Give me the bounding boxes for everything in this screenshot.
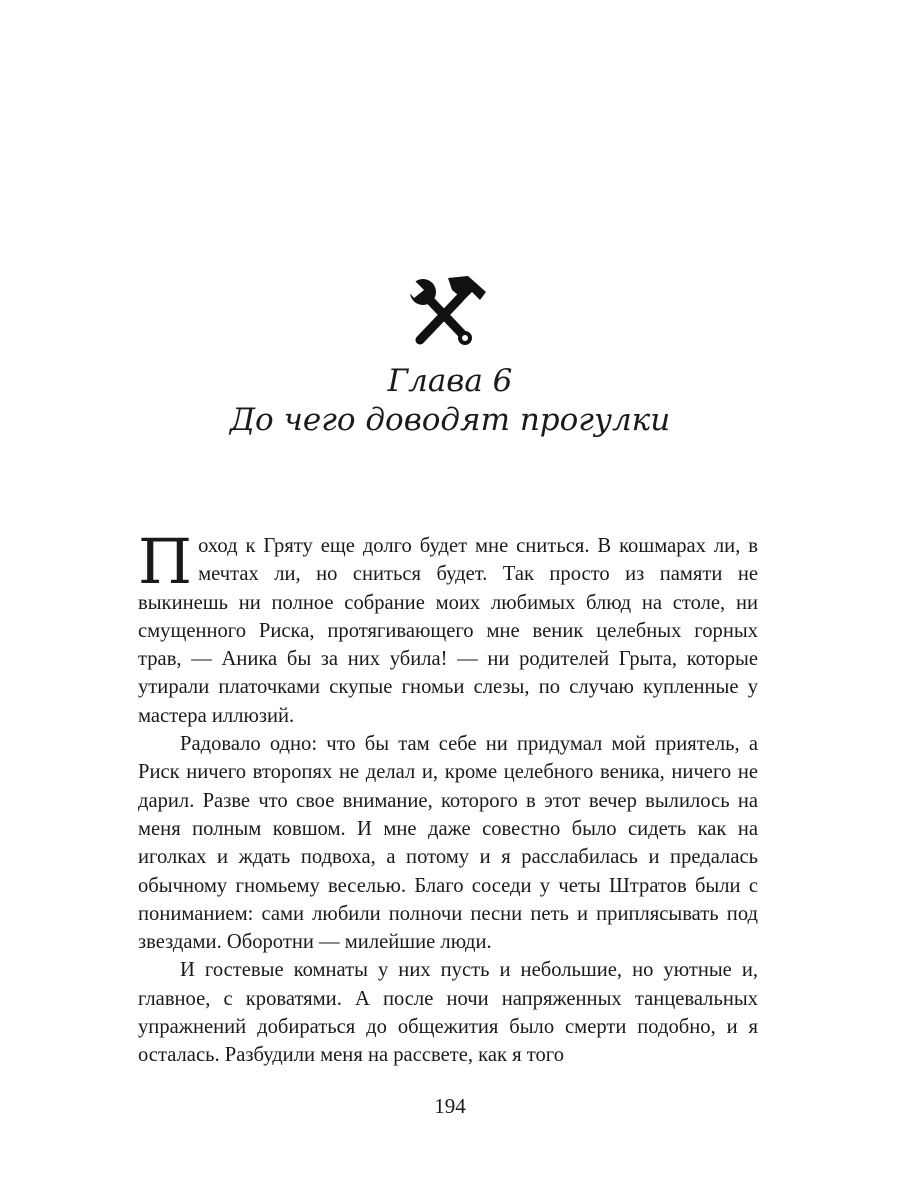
chapter-title: До чего доводят прогулки xyxy=(229,402,671,438)
crossed-wrench-hammer-icon xyxy=(402,272,490,350)
chapter-number: Глава 6 xyxy=(387,363,513,399)
paragraph: И гостевые комнаты у них пусть и небольшие, но уютные и, главное, с кроватями. А после ночи напряженных танцевальных упражнений добираться до общежития было смерти подобно, и я осталась. Разбудили меня на рассвете, как я того xyxy=(138,959,758,1067)
body-text xyxy=(138,525,758,1070)
paragraph-text: оход к Гряту еще долго будет мне сниться. В кошмарах ли, в мечтах ли, но сниться будет. Так просто из памяти не выкинешь ни полное собрание моих любимых блюд на столе, ни смущенного Риска, протягивающего мне веник целебных горных трав, — Аника бы за них убила! — ни родителей Грыта, которые утирали платочками скупые гномьи слезы, по случаю купленные у мастера иллюзий. xyxy=(138,535,758,727)
paragraph xyxy=(138,525,758,730)
chapter-heading xyxy=(0,362,900,440)
page-number: 194 xyxy=(434,1094,466,1118)
paragraph: Радовало одно: что бы там себе ни придумал мой приятель, а Риск ничего второпях не делал и, кроме целебного веника, ничего не дарил. Разве что свое внимание, которого в этот вечер вылилось на меня полным ковшом. И мне даже совестно было сидеть как на иголках и ждать подвоха, а потому и я расслабилась и предалась обычному гномьему веселью. Благо соседи у четы Штратов были с пониманием: сами любили полночи песни петь и приплясывать под звездами. Оборотни — милейшие люди. xyxy=(138,733,758,954)
drop-cap: П xyxy=(138,525,193,598)
